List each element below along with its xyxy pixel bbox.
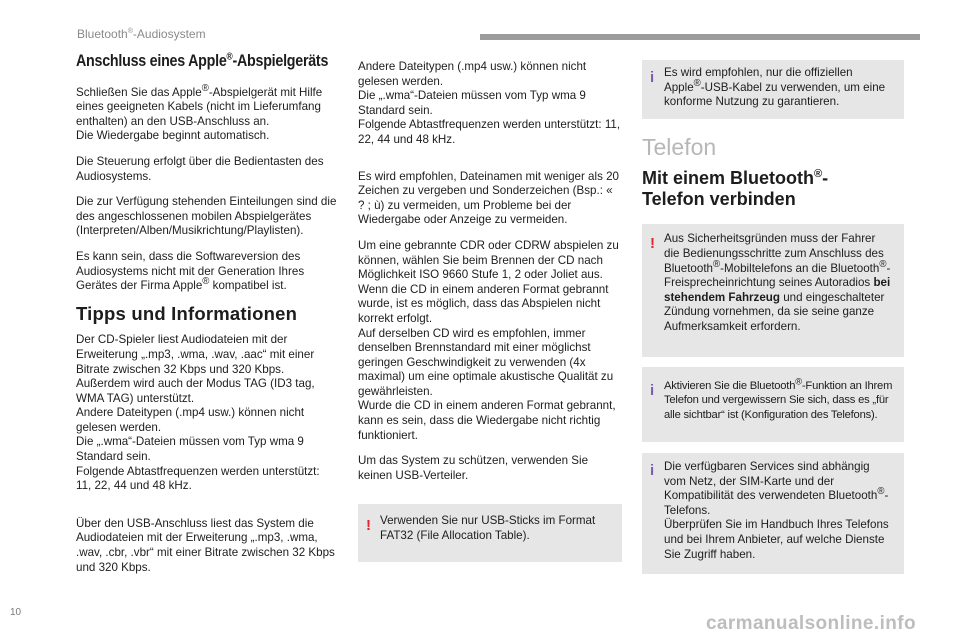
usb-formats-text: Über den USB-Anschluss liest das System die Audiodateien mit der Erweiterung „.mp3, .wma, .wav, .cbr, .vbr“ mit einer Bitrate zwischen 32 Kbps und 320 Kbps. bbox=[76, 516, 335, 574]
info-icon: i bbox=[650, 69, 655, 86]
safety-warning-text: Aus Sicherheitsgründen muss der Fahrer die Bedienungsschritte zum Anschluss des Bluetooth®-Mobiltelefons an die Bluetooth®-Freisprecheinrichtung seines Autoradios bei stehendem Fahrzeug und eingeschalteter Zündung vornehmen, da sie seine ganze Aufmerksamkeit erfordern. bbox=[664, 232, 891, 333]
warning-icon: ! bbox=[366, 517, 371, 535]
cd-burning-text: Um eine gebrannte CDR oder CDRW abspielen zu können, wählen Sie beim Brennen der CD nach Möglichkeit ISO 9660 Stufe 1, 2 oder Joliet aus. Wenn die CD in einem anderen Format gebrannt wurde, ist es möglich, dass das Abspielen nicht korrekt erfolgt. Auf derselben CD wird es empfohlen, immer denselben Brennstandard mit einer möglichst geringen Geschwindigkeit zu verwenden (4x maximal) um eine optimale akustische Qualität zu gewährleisten. Wurde die CD in einem anderen Format gebrannt, kann es sein, dass die Wiedergabe nicht richtig funktioniert. bbox=[358, 238, 619, 442]
apple-heading: Anschluss eines Apple®-Abspielgeräts bbox=[76, 51, 329, 70]
services-info-text: Die verfügbaren Services sind abhängig vom Netz, der SIM-Karte und der Kompatibilität des verwendeten Bluetooth®-Telefons. Überprüfen Sie im Handbuch Ihres Telefons und bei Ihrem Anbieter, auf welche Dienste Sie Zugriff haben. bbox=[664, 460, 889, 561]
apple-connect-text: Schließen Sie das Apple®-Abspielgerät mit Hilfe eines geeigneten Kabels (nicht im Lieferumfang enthalten) an den USB-Anschluss an. Die Wiedergabe beginnt automatisch. bbox=[76, 82, 323, 143]
apple-cable-info-box bbox=[642, 60, 904, 119]
tips-heading: Tipps und Informationen bbox=[76, 302, 298, 324]
info-icon: i bbox=[650, 462, 655, 480]
column-right bbox=[642, 60, 904, 574]
bluetooth-activate-info-box bbox=[642, 367, 904, 443]
apple-cable-info-text: Es wird empfohlen, nur die offiziellen Apple®-USB-Kabel zu verwenden, um eine konforme Nutzung zu garantieren. bbox=[664, 66, 886, 109]
info-icon: i bbox=[650, 381, 655, 399]
file-types-text: Andere Dateitypen (.mp4 usw.) können nicht gelesen werden. Die „.wma“-Dateien müssen vom Typ wma 9 Standard sein. Folgende Abtastfrequenzen werden unterstützt: 11, 22, 44 und 48 kHz. bbox=[358, 60, 621, 146]
page-number: 10 bbox=[10, 607, 22, 618]
column-middle bbox=[358, 60, 622, 562]
usb-warning-box bbox=[358, 504, 622, 561]
bluetooth-activate-text: Aktivieren Sie die Bluetooth®-Funktion an Ihrem Telefon und vergewissern Sie sich, dass es „für alle sichtbar“ ist (Konfiguration des Telefons). bbox=[664, 375, 893, 421]
services-info-box bbox=[642, 453, 904, 574]
safety-warning-box bbox=[642, 224, 904, 356]
header-rule bbox=[480, 34, 920, 40]
telefon-heading: Telefon bbox=[642, 133, 717, 160]
usb-warning-text: Verwenden Sie nur USB-Sticks im Format FAT32 (File Allocation Table). bbox=[380, 514, 596, 543]
column-left bbox=[76, 51, 338, 575]
watermark: carmanualsonline.info bbox=[705, 613, 916, 634]
warning-icon: ! bbox=[650, 235, 655, 253]
control-text: Die Steuerung erfolgt über die Bedientasten des Audiosystems. bbox=[76, 154, 324, 183]
cd-formats-text: Der CD-Spieler liest Audiodateien mit der Erweiterung „.mp3, .wma, .wav, .aac“ mit einer Bitrate zwischen 32 Kbps und 320 Kbps. Außerdem wird auch der Modus TAG (ID3 tag, WMA TAG) unterstützt. Andere Dateitypen (.mp4 usw.) können nicht gelesen werden. Die „.wma“-Dateien müssen vom Typ wma 9 Standard sein. Folgende Abtastfrequenzen werden unterstützt: 11, 22, 44 und 48 kHz. bbox=[76, 333, 320, 493]
bluetooth-heading: Mit einem Bluetooth®- Telefon verbinden bbox=[642, 168, 829, 210]
usb-hub-text: Um das System zu schützen, verwenden Sie keinen USB-Verteiler. bbox=[358, 454, 589, 482]
compatibility-text: Es kann sein, dass die Softwareversion des Audiosystems nicht mit der Generation Ihres Gerätes der Firma Apple® kompatibel ist. bbox=[76, 249, 305, 293]
categories-text: Die zur Verfügung stehenden Einteilungen sind die des angeschlossenen mobilen Abspielgerätes (Interpreten/Alben/Musikrichtung/Playlisten). bbox=[76, 195, 337, 238]
filename-text: Es wird empfohlen, Dateinamen mit weniger als 20 Zeichen zu vergeben und Sonderzeichen (Bsp.: « ? ; ù) zu vermeiden, um Probleme bei der Wiedergabe oder Anzeige zu vermeiden. bbox=[358, 169, 619, 227]
running-header: Bluetooth®-Audiosystem bbox=[77, 27, 206, 41]
